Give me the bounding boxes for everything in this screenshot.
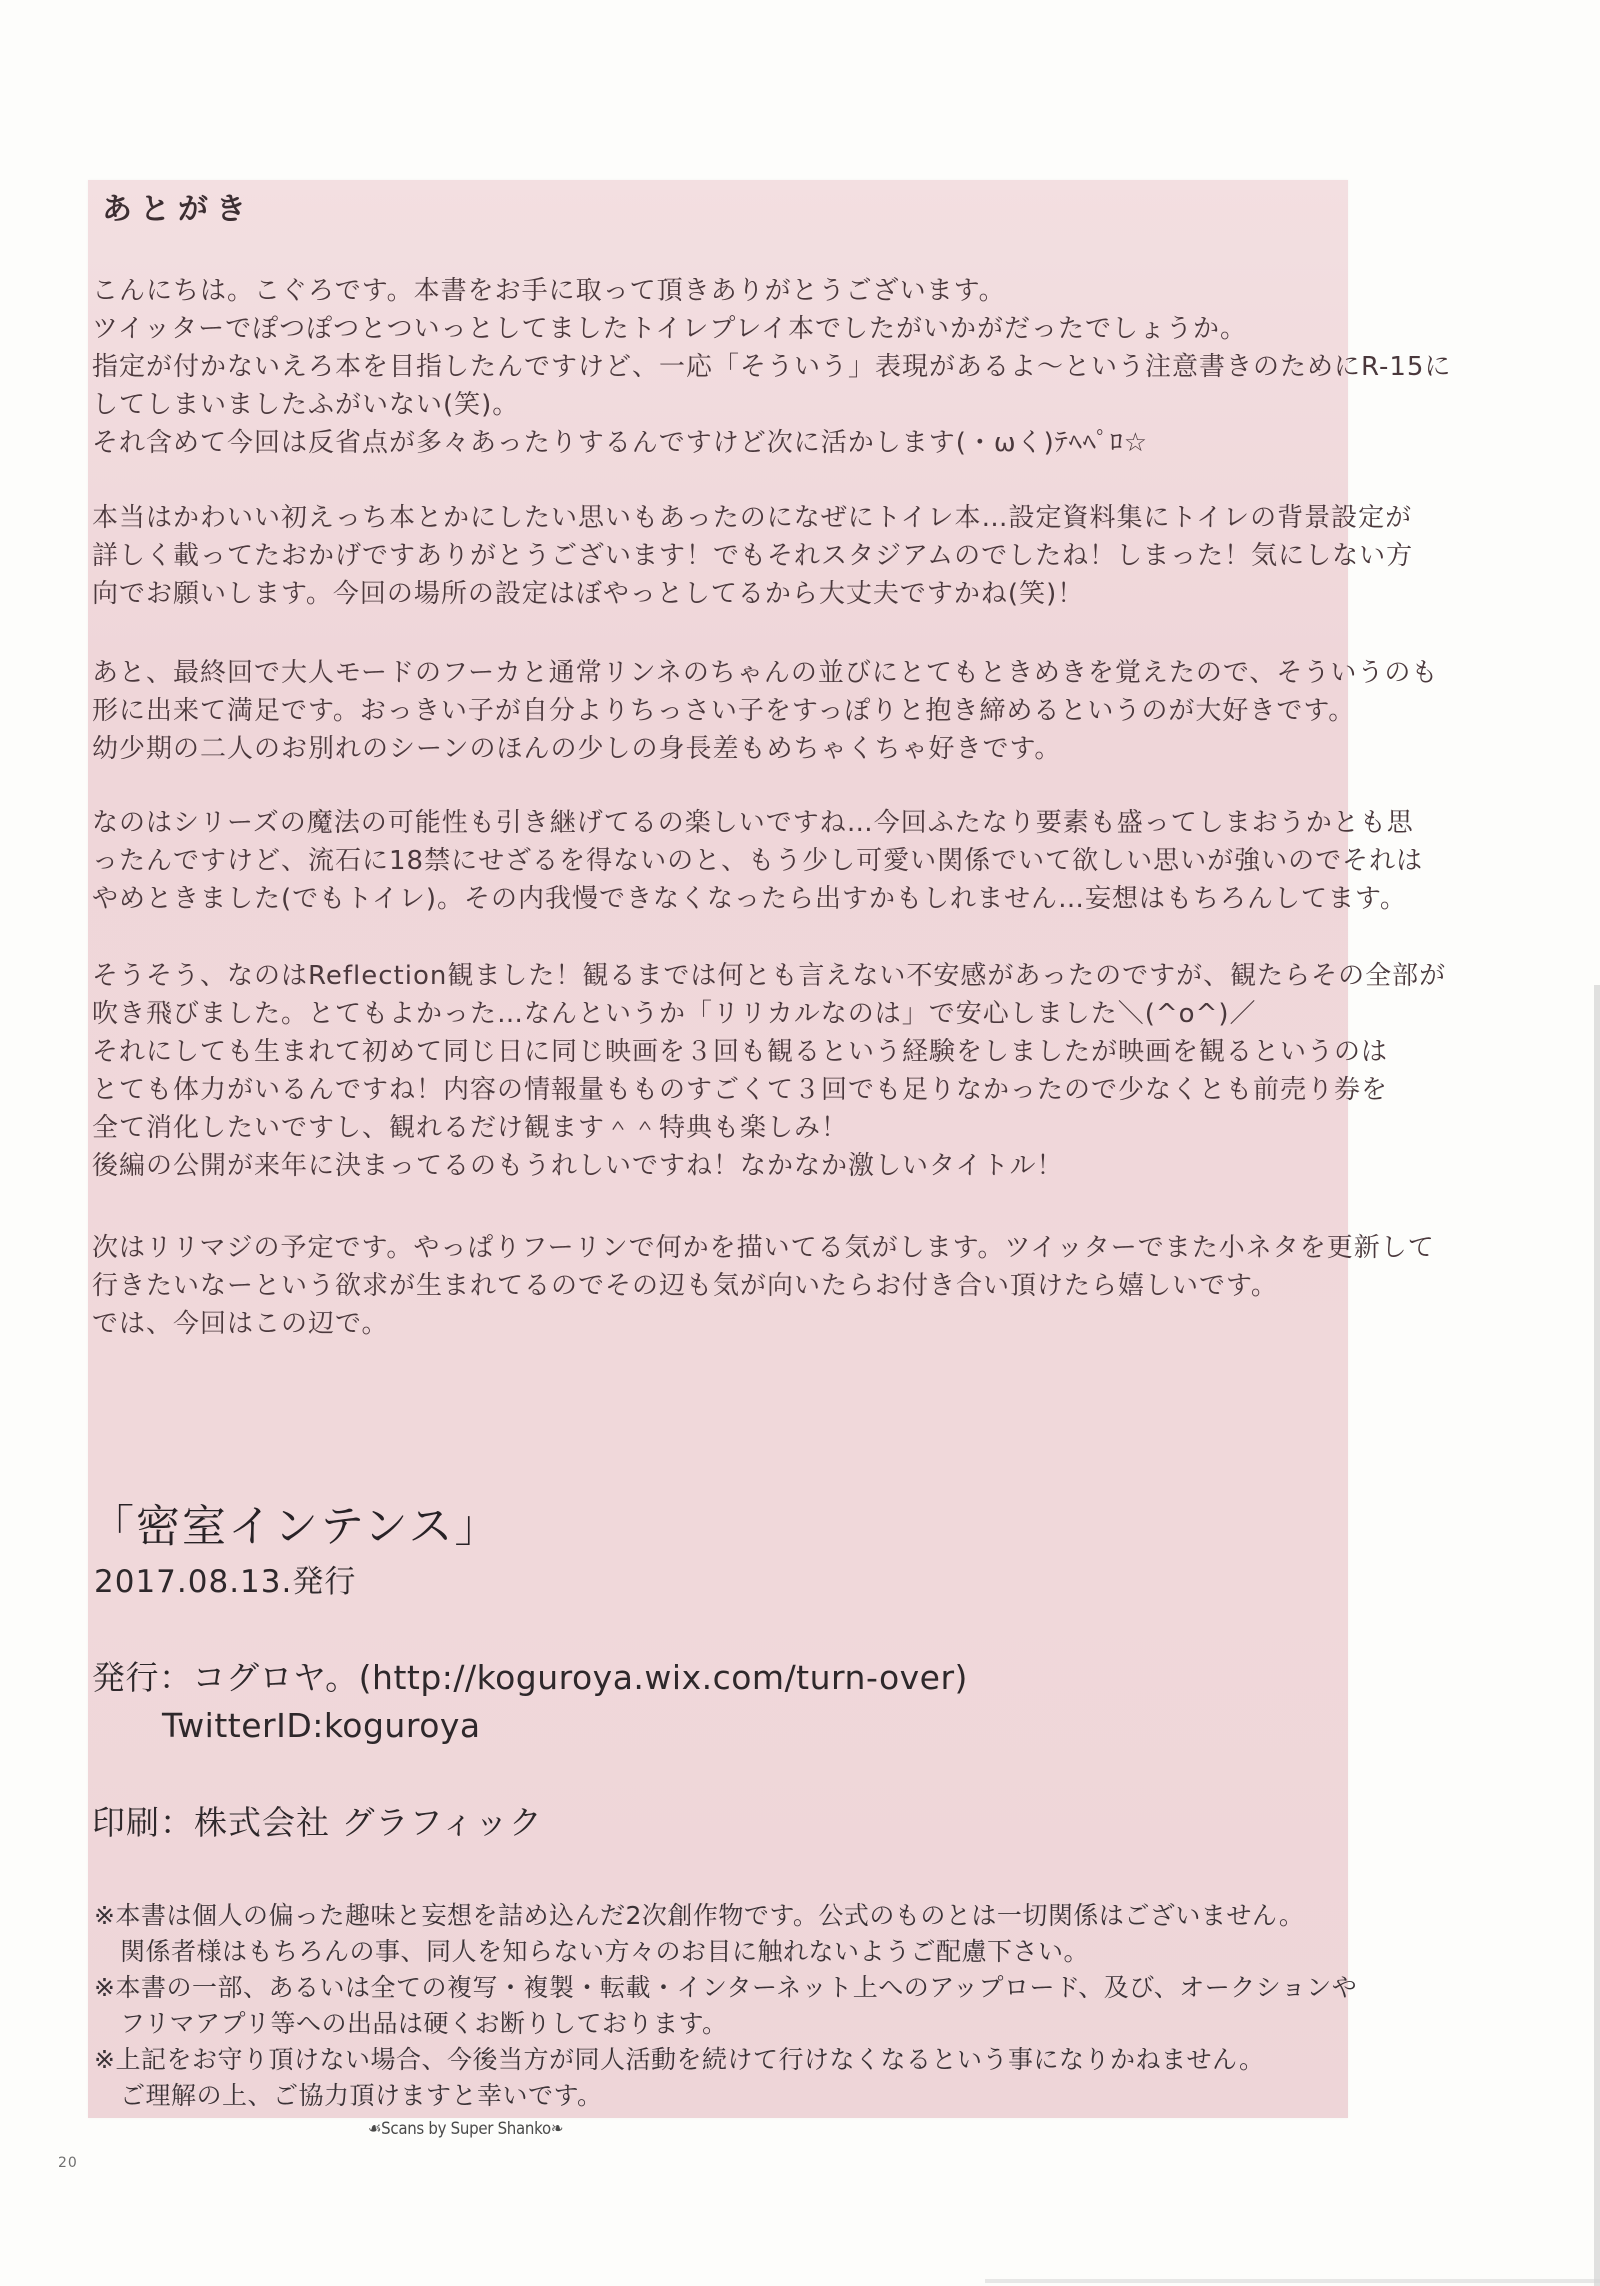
afterword-heading: あとがき bbox=[102, 192, 254, 227]
text-line: やめときました(でもトイレ)。その内我慢できなくなったら出すかもしれません…妄想はもちろんしてます。 bbox=[92, 884, 1407, 914]
text-line: 全て消化したいですし、観れるだけ観ます＾＾特典も楽しみ！ bbox=[92, 1113, 849, 1143]
page-number: 20 bbox=[58, 2155, 78, 2171]
text-line: 後編の公開が来年に決まってるのもうれしいですね！なかなか激しいタイトル！ bbox=[92, 1151, 1064, 1181]
text-line: こんにちは。こぐろです。本書をお手に取って頂きありがとうございます。 bbox=[92, 276, 1006, 306]
book-title: 「密室インテンス」 bbox=[90, 1501, 501, 1552]
paragraph-final-episode bbox=[92, 654, 1439, 768]
printer-line: 印刷：株式会社 グラフィック bbox=[92, 1803, 543, 1842]
text-line: 行きたいなーという欲求が生まれてるのでその辺も気が向いたらお付き合い頂けたら嬉しいです。 bbox=[92, 1271, 1278, 1301]
publisher-line: 発行：コグロヤ。(http://koguroya.wix.com/turn-over) bbox=[92, 1658, 968, 1697]
paragraph-closing bbox=[92, 1229, 1435, 1343]
disclaimer-line: ※本書の一部、あるいは全ての複写・複製・転載・インターネット上へのアップロード、及び、オークションや bbox=[94, 1973, 1358, 2002]
scan-credit: ☙Scans by Super Shanko❧ bbox=[368, 2118, 564, 2139]
paragraph-reflection-movie bbox=[92, 957, 1447, 1185]
disclaimer-line: フリマアプリ等への出品は硬くお断りしております。 bbox=[120, 2009, 728, 2038]
text-line: それにしても生まれて初めて同じ日に同じ映画を３回も観るという経験をしましたが映画を観るというのは bbox=[92, 1037, 1389, 1067]
twitter-id-line: TwitterID:koguroya bbox=[162, 1706, 481, 1745]
text-line: 吹き飛びました。とてもよかった…なんというか「リリカルなのは」で安心しました＼(^o^)／ bbox=[92, 999, 1257, 1029]
text-line: 本当はかわいい初えっち本とかにしたい思いもあったのになぜにトイレ本…設定資料集にトイレの背景設定が bbox=[92, 503, 1413, 533]
text-line: 詳しく載ってたおかげですありがとうございます！でもそれスタジアムのでしたね！しまった！気にしない方 bbox=[92, 541, 1414, 571]
publish-date: 2017.08.13.発行 bbox=[94, 1564, 357, 1600]
text-line: なのはシリーズの魔法の可能性も引き継げてるの楽しいですね…今回ふたなり要素も盛ってしまおうかとも思 bbox=[92, 808, 1414, 838]
scan-edge-artifact-bottom bbox=[985, 2279, 1600, 2283]
disclaimer-line: ※上記をお守り頂けない場合、今後当方が同人活動を続けて行けなくなるという事になりかねません。 bbox=[94, 2045, 1265, 2074]
paragraph-nanoha-series bbox=[92, 804, 1424, 918]
text-line: ツイッターでぽつぽつとついっとしてましたトイレプレイ本でしたがいかがだったでしょうか。 bbox=[92, 314, 1248, 344]
disclaimer-line: ※本書は個人の偏った趣味と妄想を詰め込んだ2次創作物です。公式のものとは一切関係はございません。 bbox=[94, 1901, 1305, 1930]
text-line: それ含めて今回は反省点が多々あったりするんですけど次に活かします(・ωく)ﾃﾍﾍﾟﾛ☆ bbox=[92, 428, 1149, 458]
text-line: 形に出来て満足です。おっきい子が自分よりちっさい子をすっぽりと抱き締めるというのが大好きです。 bbox=[92, 696, 1356, 726]
text-line: ったんですけど、流石に18禁にせざるを得ないのと、もう少し可愛い関係でいて欲しい思いが強いのでそれは bbox=[92, 846, 1424, 876]
text-line: 幼少期の二人のお別れのシーンのほんの少しの身長差もめちゃくちゃ好きです。 bbox=[92, 734, 1062, 764]
text-line: あと、最終回で大人モードのフーカと通常リンネのちゃんの並びにとてもときめきを覚えたので、そういうのも bbox=[92, 658, 1439, 688]
text-line: では、今回はこの辺で。 bbox=[92, 1309, 389, 1339]
afterword-page bbox=[88, 180, 1452, 2118]
text-line: とても体力がいるんですね！内容の情報量もものすごくて３回でも足りなかったので少なくとも前売り券を bbox=[92, 1075, 1389, 1105]
text-line: そうそう、なのはReflection観ました！観るまでは何とも言えない不安感があったのですが、観たらその全部が bbox=[92, 961, 1447, 991]
text-line: 次はリリマジの予定です。やっぱりフーリンで何かを描いてる気がします。ツイッターでまた小ネタを更新して bbox=[92, 1233, 1435, 1263]
disclaimer-line: ご理解の上、ご協力頂けますと幸いです。 bbox=[120, 2081, 603, 2110]
text-line: 向でお願いします。今回の場所の設定はぼやっとしてるから大丈夫ですかね(笑)！ bbox=[92, 579, 1085, 609]
text-line: してしまいましたふがいない(笑)。 bbox=[92, 390, 520, 420]
disclaimer-block bbox=[94, 1898, 1358, 2114]
scan-edge-artifact-right bbox=[1594, 985, 1600, 2286]
text-line: 指定が付かないえろ本を目指したんですけど、一応「そういう」表現があるよ～という注意書きのためにR-15に bbox=[92, 352, 1452, 382]
disclaimer-line: 関係者様はもちろんの事、同人を知らない方々のお目に触れないようご配慮下さい。 bbox=[120, 1937, 1090, 1966]
paragraph-greeting bbox=[92, 272, 1452, 462]
paragraph-toilet-book bbox=[92, 499, 1414, 613]
